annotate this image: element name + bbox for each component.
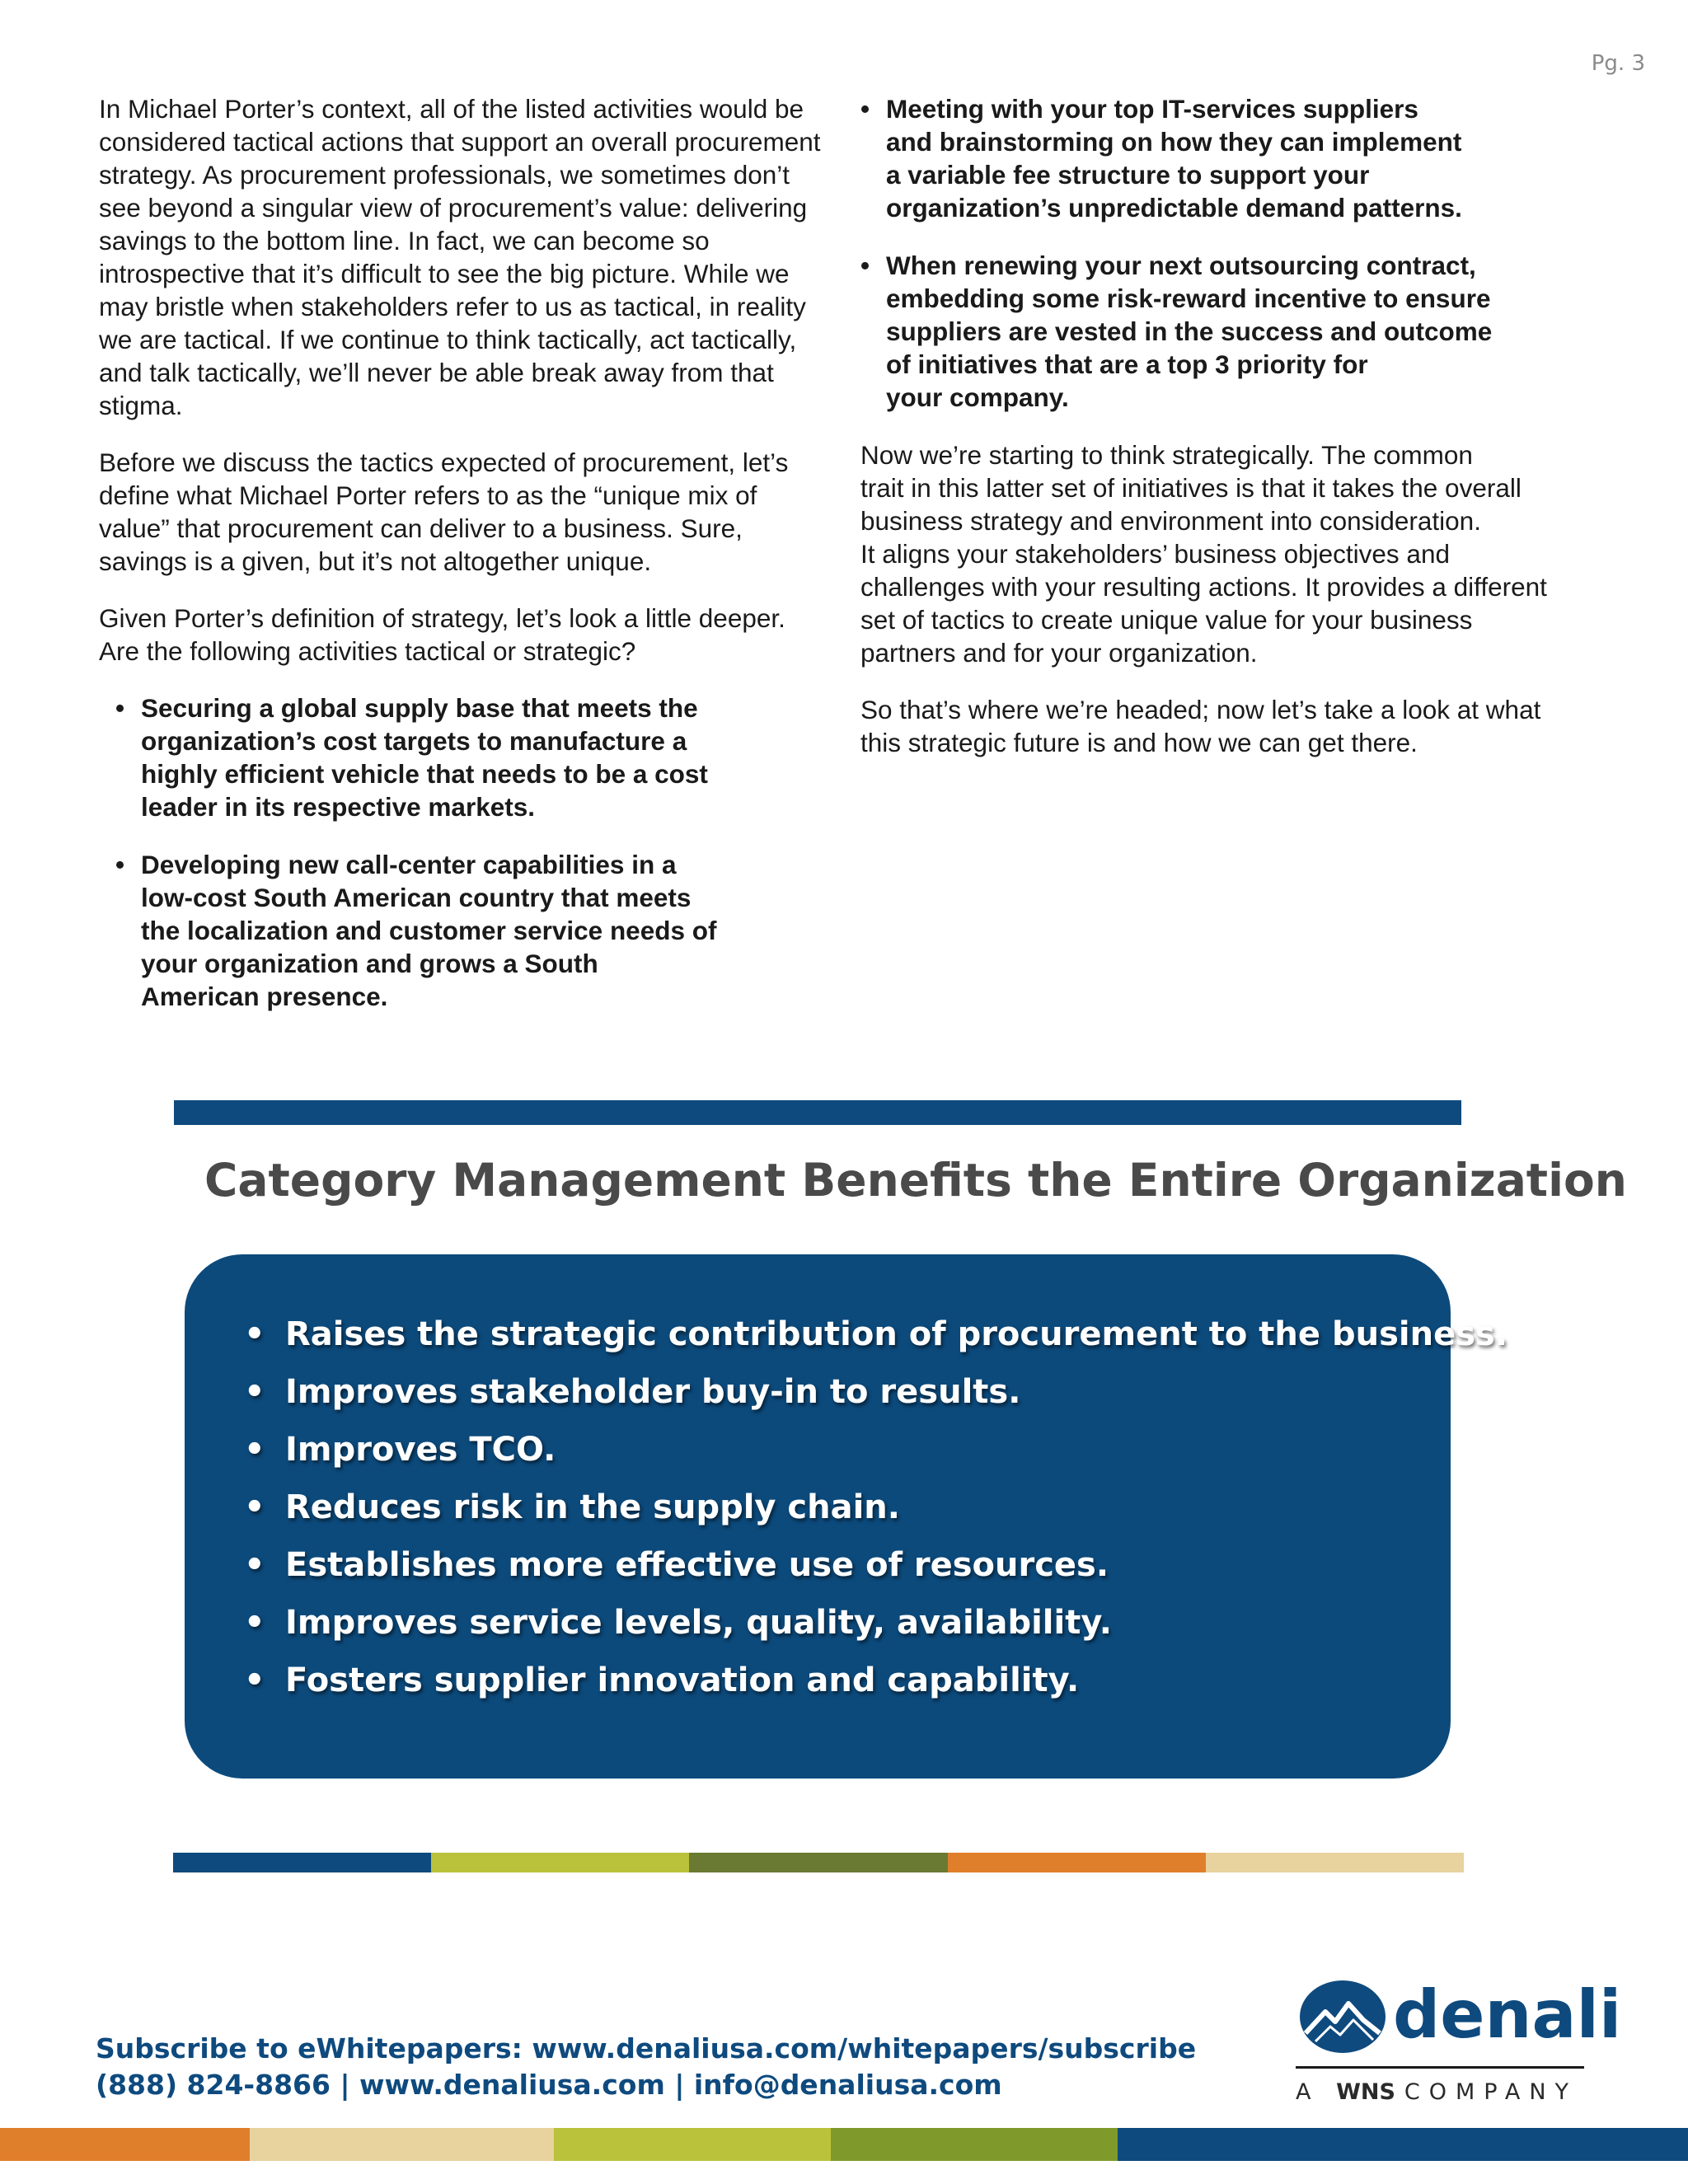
color-segment	[948, 1853, 1206, 1872]
left-paragraph-1	[99, 92, 841, 422]
left-bullet-1	[115, 691, 841, 823]
text-line: this strategic future is and how we can get there.	[860, 728, 1418, 757]
benefit-item	[244, 1363, 1507, 1421]
left-bullet-2-text	[141, 848, 716, 1013]
text-line: considered tactical actions that support an overall procurement	[99, 127, 821, 157]
tag-brand: WNS	[1336, 2079, 1395, 2105]
right-bullet-2-text	[886, 249, 1492, 414]
left-bullet-2	[115, 848, 841, 1013]
mid-color-bar	[173, 1853, 1464, 1872]
benefits-list	[244, 1305, 1507, 1709]
color-segment	[1118, 2128, 1688, 2161]
text-line: Developing new call-center capabilities in a	[141, 850, 677, 879]
color-segment	[431, 1853, 689, 1872]
text-line: business strategy and environment into consideration.	[860, 506, 1481, 536]
left-column	[99, 92, 841, 1038]
text-line: Are the following activities tactical or strategic?	[99, 636, 636, 666]
benefit-text: Improves TCO.	[285, 1431, 556, 1469]
text-line: highly efficient vehicle that needs to be a cost	[141, 759, 708, 789]
right-paragraph-1	[860, 438, 1611, 669]
benefit-text: Establishes more effective use of resources.	[285, 1546, 1109, 1584]
benefit-text: Improves stakeholder buy-in to results.	[285, 1373, 1021, 1411]
text-line: and brainstorming on how they can implement	[886, 127, 1462, 157]
benefit-text: Fosters supplier innovation and capability.	[285, 1661, 1080, 1699]
benefit-item	[244, 1421, 1507, 1479]
color-segment	[554, 2128, 831, 2161]
text-line: your company.	[886, 382, 1069, 412]
section-top-rule	[174, 1100, 1461, 1125]
subscribe-link[interactable]: Subscribe to eWhitepapers: www.denaliusa.com/whitepapers/subscribe	[96, 2032, 1197, 2064]
text-line: your organization and grows a South	[141, 949, 598, 978]
text-line: a variable fee structure to support your	[886, 160, 1370, 190]
text-line: In Michael Porter’s context, all of the listed activities would be	[99, 94, 804, 124]
bullet-glyph: •	[860, 251, 870, 280]
tag-suffix: COMPANY	[1404, 2079, 1578, 2105]
bullet-glyph: •	[115, 693, 125, 723]
text-line: and talk tactically, we’ll never be able break away from that	[99, 358, 774, 387]
denali-wordmark: denali	[1393, 1976, 1622, 2053]
text-line: Given Porter’s definition of strategy, let’s look a little deeper.	[99, 603, 785, 633]
page-number: Pg. 3	[1591, 51, 1645, 76]
text-line: savings to the bottom line. In fact, we can become so	[99, 226, 710, 255]
benefits-box	[185, 1254, 1508, 1779]
text-line: may bristle when stakeholders refer to us as tactical, in reality	[99, 292, 806, 321]
text-line: organization’s cost targets to manufacture a	[141, 726, 687, 756]
text-line: define what Michael Porter refers to as the “unique mix of	[99, 480, 757, 510]
color-segment	[1206, 1853, 1464, 1872]
denali-logo	[1294, 1974, 1622, 2114]
right-column	[860, 92, 1611, 783]
text-line: strategy. As procurement professionals, we sometimes don’t	[99, 160, 790, 190]
text-line: challenges with your resulting actions. It provides a different	[860, 572, 1547, 602]
bullet-glyph: •	[115, 850, 125, 879]
benefit-item	[244, 1479, 1507, 1536]
text-line: see beyond a singular view of procurement’s value: delivering	[99, 193, 808, 223]
color-segment	[831, 2128, 1118, 2161]
text-line: we are tactical. If we continue to think tactically, act tactically,	[99, 325, 797, 354]
text-line: savings is a given, but it’s not altogether unique.	[99, 546, 652, 576]
benefit-text: Raises the strategic contribution of procurement to the business.	[285, 1315, 1508, 1353]
text-line: leader in its respective markets.	[141, 792, 536, 822]
text-line: Before we discuss the tactics expected of procurement, let’s	[99, 448, 789, 477]
right-bullet-1-text	[886, 92, 1462, 224]
bullet-glyph: •	[244, 1604, 265, 1642]
left-bullet-1-text	[141, 691, 708, 823]
benefit-text: Improves service levels, quality, availability.	[285, 1604, 1112, 1642]
color-segment	[0, 2128, 250, 2161]
bullet-glyph: •	[860, 94, 870, 124]
tag-prefix: A	[1296, 2079, 1320, 2105]
bullet-glyph: •	[244, 1373, 265, 1411]
text-line: low-cost South American country that meets	[141, 883, 692, 912]
bullet-glyph: •	[244, 1488, 265, 1526]
bullet-glyph: •	[244, 1315, 265, 1353]
benefit-item	[244, 1652, 1507, 1709]
color-segment	[689, 1853, 947, 1872]
text-line: organization’s unpredictable demand patterns.	[886, 193, 1462, 223]
right-paragraph-2	[860, 693, 1611, 759]
text-line: Now we’re starting to think strategically. The common	[860, 440, 1473, 470]
text-line: stigma.	[99, 391, 183, 420]
color-segment	[250, 2128, 554, 2161]
contact-info: (888) 824-8866 | www.denaliusa.com | info@denaliusa.com	[96, 2069, 1002, 2101]
text-line: set of tactics to create unique value for your business	[860, 605, 1473, 635]
text-line: suppliers are vested in the success and outcome	[886, 316, 1493, 346]
text-line: embedding some risk-reward incentive to ensure	[886, 284, 1491, 313]
text-line: value” that procurement can deliver to a business. Sure,	[99, 513, 743, 543]
bottom-color-bar	[0, 2128, 1688, 2161]
text-line: It aligns your stakeholders’ business objectives and	[860, 539, 1450, 569]
text-line: trait in this latter set of initiatives is that it takes the overall	[860, 473, 1522, 503]
text-line: of initiatives that are a top 3 priority for	[886, 349, 1368, 379]
text-line: Meeting with your top IT-services suppliers	[886, 94, 1418, 124]
mountain-logo-icon	[1297, 1979, 1388, 2055]
text-line: So that’s where we’re headed; now let’s take a look at what	[860, 695, 1541, 724]
text-line: introspective that it’s difficult to see the big picture. While we	[99, 259, 790, 288]
logo-divider	[1296, 2066, 1584, 2069]
logo-tagline	[1296, 2079, 1578, 2105]
text-line: American presence.	[141, 982, 388, 1011]
footer-contact	[96, 2031, 1196, 2103]
text-line: the localization and customer service needs of	[141, 916, 717, 945]
benefit-text: Reduces risk in the supply chain.	[285, 1488, 900, 1526]
bullet-glyph: •	[244, 1431, 265, 1469]
left-paragraph-2	[99, 446, 841, 578]
right-bullet-2	[860, 249, 1611, 414]
text-line: Securing a global supply base that meets the	[141, 693, 698, 723]
section-title: Category Management Benefits the Entire Organization	[204, 1154, 1627, 1207]
benefit-item	[244, 1536, 1507, 1594]
benefit-item	[244, 1594, 1507, 1652]
benefit-item	[244, 1305, 1507, 1363]
left-paragraph-3	[99, 602, 841, 668]
text-line: partners and for your organization.	[860, 638, 1258, 668]
color-segment	[173, 1853, 431, 1872]
text-line: When renewing your next outsourcing contract,	[886, 251, 1476, 280]
right-bullet-1	[860, 92, 1611, 224]
bullet-glyph: •	[244, 1661, 265, 1699]
bullet-glyph: •	[244, 1546, 265, 1584]
